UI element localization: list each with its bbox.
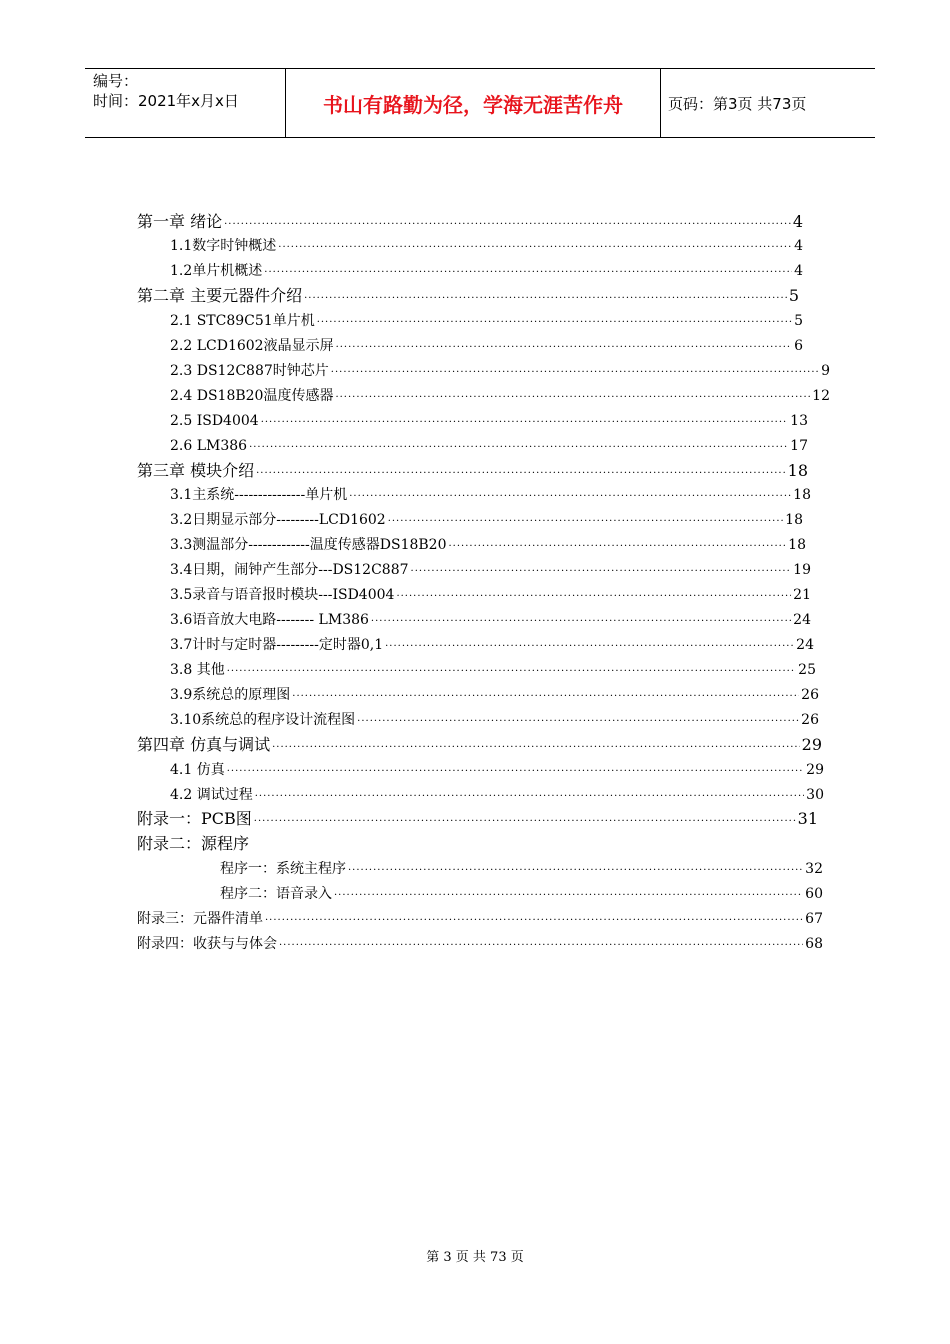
toc-entry-title: 2.6 LM386 xyxy=(170,438,248,454)
toc-dot-leader xyxy=(396,586,791,608)
toc-entry-page: 18 xyxy=(787,461,808,480)
toc-entry-title: 3.9系统总的原理图 xyxy=(170,687,291,703)
toc-entry-title: 2.3 DS12C887时钟芯片 xyxy=(170,363,329,379)
toc-entry xyxy=(170,709,819,731)
toc-entry-page: 18 xyxy=(785,512,803,528)
toc-dot-leader xyxy=(279,935,803,957)
toc-entry-title: 3.7计时与定时器---------定时器0,1 xyxy=(170,637,384,653)
toc-dot-leader xyxy=(335,387,810,409)
toc-dot-leader xyxy=(256,463,786,485)
toc-entry xyxy=(170,559,811,581)
toc-entry-page: 25 xyxy=(798,662,816,678)
header-page-info: 页码：第3页 共73页 xyxy=(668,95,807,113)
time-label: 时间：2021年x月x日 xyxy=(93,92,239,110)
toc-entry-page: 26 xyxy=(801,712,819,728)
toc-entry-page: 21 xyxy=(793,587,811,603)
toc-entry-title: 3.8 其他 xyxy=(170,662,225,678)
toc-entry xyxy=(170,509,803,531)
toc-dot-leader xyxy=(254,811,796,833)
toc-entry-title: 1.2单片机概述 xyxy=(170,263,263,279)
toc-entry-page: 13 xyxy=(790,413,808,429)
toc-entry xyxy=(170,310,803,332)
toc-entry xyxy=(137,460,808,482)
toc-dot-leader xyxy=(349,486,791,508)
toc-entry-page: 26 xyxy=(801,687,819,703)
toc-entry xyxy=(170,435,808,457)
toc-entry xyxy=(170,659,816,681)
toc-entry-title: 附录一：PCB图 xyxy=(137,809,252,828)
toc-entry xyxy=(170,609,811,631)
toc-dot-leader xyxy=(224,214,791,236)
toc-entry-title: 3.2日期显示部分---------LCD1602 xyxy=(170,512,386,528)
toc-dot-leader xyxy=(255,786,804,808)
toc-entry xyxy=(137,734,822,756)
toc-entry-title: 3.6语音放大电路-------- LM386 xyxy=(170,612,369,628)
toc-entry-page: 9 xyxy=(821,363,830,379)
toc-entry-title: 3.4日期，闹钟产生部分---DS12C887 xyxy=(170,562,409,578)
toc-dot-leader xyxy=(334,885,803,907)
toc-entry-page: 4 xyxy=(792,212,803,231)
toc-dot-leader xyxy=(385,636,794,658)
toc-dot-leader xyxy=(264,262,792,284)
toc-dot-leader xyxy=(292,686,799,708)
toc-dot-leader xyxy=(278,237,792,259)
toc-entry-title: 3.10系统总的程序设计流程图 xyxy=(170,712,356,728)
toc-entry-page: 60 xyxy=(805,886,823,902)
toc-entry xyxy=(170,534,806,556)
toc-entry xyxy=(137,933,823,955)
toc-entry xyxy=(137,808,818,830)
toc-entry xyxy=(170,484,811,506)
toc-entry xyxy=(170,235,803,257)
page-footer: 第 3 页 共 73 页 xyxy=(426,1250,524,1265)
toc-entry-page: 5 xyxy=(794,313,803,329)
toc-dot-leader xyxy=(371,611,791,633)
toc-entry xyxy=(137,285,799,307)
toc-entry xyxy=(137,833,249,855)
toc-entry xyxy=(170,684,819,706)
toc-entry-page: 4 xyxy=(794,263,803,279)
toc-entry-title: 4.1 仿真 xyxy=(170,762,225,778)
toc-entry-title: 第一章 绪论 xyxy=(137,212,223,231)
toc-entry-page: 19 xyxy=(793,562,811,578)
toc-entry-page: 6 xyxy=(794,338,803,354)
toc-entry-title: 3.1主系统---------------单片机 xyxy=(170,487,348,503)
toc-entry xyxy=(170,260,803,282)
toc-entry xyxy=(220,858,823,880)
toc-entry-page: 12 xyxy=(812,388,830,404)
toc-dot-leader xyxy=(388,511,783,533)
toc-entry-title: 附录三：元器件清单 xyxy=(137,911,263,927)
toc-dot-leader xyxy=(265,910,803,932)
toc-entry-title: 2.4 DS18B20温度传感器 xyxy=(170,388,334,404)
header-meta xyxy=(93,71,239,111)
toc-entry-title: 4.2 调试过程 xyxy=(170,787,253,803)
toc-entry-page: 5 xyxy=(788,286,799,305)
toc-entry xyxy=(170,335,803,357)
toc-entry-title: 1.1数字时钟概述 xyxy=(170,238,277,254)
toc-entry-title: 3.5录音与语音报时模块---ISD4004 xyxy=(170,587,395,603)
toc-dot-leader xyxy=(272,737,800,759)
toc-entry-page: 4 xyxy=(794,238,803,254)
toc-dot-leader xyxy=(227,761,804,783)
toc-entry-page: 24 xyxy=(793,612,811,628)
toc-entry xyxy=(220,883,823,905)
toc-entry-page: 24 xyxy=(796,637,814,653)
toc-entry-title: 第四章 仿真与调试 xyxy=(137,735,271,754)
toc-entry-title: 程序一：系统主程序 xyxy=(220,861,346,877)
toc-entry-page: 31 xyxy=(797,809,818,828)
toc-entry-title: 2.1 STC89C51单片机 xyxy=(170,313,315,329)
toc-entry-page: 17 xyxy=(790,438,808,454)
toc-entry-title: 附录二：源程序 xyxy=(137,834,250,853)
toc-dot-leader xyxy=(357,711,799,733)
toc-entry-page: 29 xyxy=(806,762,824,778)
toc-entry-title: 第三章 模块介绍 xyxy=(137,461,255,480)
toc-entry xyxy=(137,211,803,233)
toc-dot-leader xyxy=(336,337,793,359)
toc-entry xyxy=(170,784,824,806)
toc-entry xyxy=(170,634,814,656)
toc-dot-leader xyxy=(449,536,787,558)
toc-entry-title: 3.3测温部分-------------温度传感器DS18B20 xyxy=(170,537,447,553)
toc-dot-leader xyxy=(331,362,819,384)
toc-entry-title: 第二章 主要元器件介绍 xyxy=(137,286,303,305)
toc-entry-page: 18 xyxy=(788,537,806,553)
page-header xyxy=(85,68,875,138)
toc-entry-page: 32 xyxy=(805,861,823,877)
toc-dot-leader xyxy=(411,561,792,583)
toc-entry xyxy=(170,385,830,407)
toc-entry-title: 2.2 LCD1602液晶显示屏 xyxy=(170,338,334,354)
code-label: 编号： xyxy=(93,72,139,90)
toc-dot-leader xyxy=(317,312,792,334)
header-motto: 书山有路勤为径，学海无涯苦作舟 xyxy=(285,69,661,137)
toc-entry-page: 68 xyxy=(805,936,823,952)
toc-entry-title: 程序二：语音录入 xyxy=(220,886,332,902)
toc-dot-leader xyxy=(227,661,796,683)
toc-dot-leader xyxy=(249,437,788,459)
toc-entry-page: 30 xyxy=(806,787,824,803)
toc-entry-title: 2.5 ISD4004 xyxy=(170,413,259,429)
toc-entry xyxy=(170,360,830,382)
toc-entry-page: 29 xyxy=(801,735,822,754)
toc-entry-page: 67 xyxy=(805,911,823,927)
toc-entry-page: 18 xyxy=(793,487,811,503)
toc-entry xyxy=(137,908,823,930)
toc-entry xyxy=(170,584,811,606)
toc-dot-leader xyxy=(348,860,803,882)
toc-entry xyxy=(170,759,824,781)
toc-dot-leader xyxy=(304,288,787,310)
toc-entry-title: 附录四：收获与与体会 xyxy=(137,936,277,952)
toc-dot-leader xyxy=(261,412,788,434)
toc-entry xyxy=(170,410,808,432)
